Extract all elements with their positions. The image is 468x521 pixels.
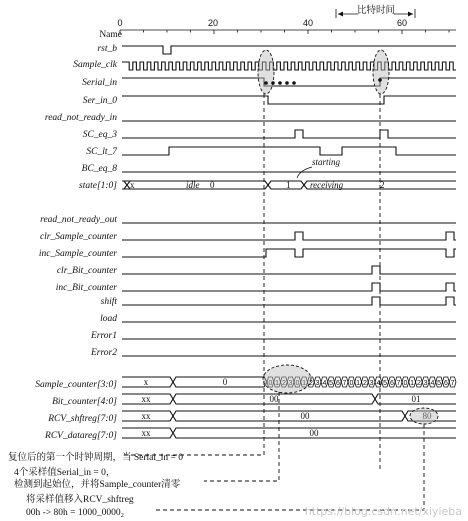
time-axis-ticks (120, 30, 449, 34)
sample-counter-count: 3 (288, 380, 293, 387)
waveform-rst-b (122, 46, 456, 54)
bit-time-label: 比特时间 (356, 6, 396, 16)
bit-counter-bus (122, 394, 456, 404)
sample-counter-count: 1 (302, 380, 307, 387)
watermark: https://blog.csdn.net/xiyieba (304, 505, 462, 518)
rcv-datareg-bus (122, 428, 456, 438)
waveform-serial-in (122, 78, 456, 86)
signal-label-load: load (100, 314, 117, 324)
highlight-data-sample (373, 50, 389, 94)
sample-counter-count: 1 (356, 380, 361, 387)
rcv-datareg-value-00: 00 (309, 428, 319, 438)
signal-label-sc-eq-3: SC_eq_3 (82, 130, 117, 140)
sample-counter-value-0: 0 (222, 377, 228, 387)
waveform-clr-bit-counter (122, 266, 456, 274)
sample-counter-count: 2 (308, 380, 313, 387)
sample-counter-count: 6 (389, 380, 394, 387)
waveform-inc-bit-counter (122, 283, 456, 291)
sample-counter-count: 4 (322, 380, 327, 387)
sample-counter-count: 5 (383, 380, 388, 387)
signal-label-sc-lt-7: SC_lt_7 (86, 147, 117, 157)
sample-counter-count: 1 (275, 380, 280, 387)
rcv-shftreg-value-00: 00 (300, 411, 310, 421)
signal-label-shift: shift (100, 297, 117, 307)
signal-label-serial-in: Serial_in (82, 78, 117, 88)
bit-counter-value-01: 01 (411, 394, 421, 404)
signal-label-sample-counter: Sample_counter[3:0] (35, 380, 117, 390)
sample-counter-count: 2 (416, 380, 421, 387)
signal-label-clr-sample-counter: clr_Sample_counter (39, 232, 117, 242)
sample-counter-value-x: x (143, 377, 149, 387)
signal-label-clr-bit-counter: clr_Bit_counter (56, 266, 117, 276)
state-value-2: 2 (380, 180, 385, 190)
signal-label-rcv-datareg: RCV_datareg[7:0] (45, 431, 117, 441)
signal-label-inc-sample-counter: inc_Sample_counter (38, 249, 117, 259)
highlight-start-bit (258, 50, 274, 94)
waveform-shift (122, 297, 456, 305)
highlight-shftreg-80 (410, 408, 438, 424)
sample-counter-count: 2 (362, 380, 367, 387)
bit-counter-value-xx: xx (141, 394, 151, 404)
state-value-x: x (130, 180, 135, 190)
sample-counter-count: 3 (315, 380, 320, 387)
bit-time-bracket (336, 3, 415, 18)
waveform-sc-lt-7 (122, 147, 456, 155)
guide-line-shftreg (153, 424, 424, 510)
sample-counter-count: 4 (376, 380, 381, 387)
signal-label-error1: Error1 (90, 331, 117, 341)
tick-label-60: 60 (396, 18, 408, 28)
sample-counter-count: 3 (423, 380, 428, 387)
sample-counter-count: 7 (450, 380, 455, 387)
sample-counter-count: 7 (342, 380, 347, 387)
rcv-shftreg-bus (122, 411, 456, 421)
signal-label-bc-eq-8: BC_eq_8 (81, 164, 117, 174)
signal-label-error2: Error2 (90, 348, 117, 358)
rcv-shftreg-value-xx: xx (141, 411, 151, 421)
annotation-shift-1: 将采样值移入RCV_shftreg (26, 495, 134, 505)
sample-counter-count: 3 (369, 380, 374, 387)
signal-label-ser-in-0: Ser_in_0 (82, 96, 117, 106)
waveform-clr-sample-counter (122, 232, 456, 240)
rcv-datareg-value-xx: xx (141, 428, 151, 438)
waveform-sc-eq-3 (122, 130, 456, 138)
signal-label-rst-b: rst_b (97, 44, 117, 54)
sample-counter-count: 6 (335, 380, 340, 387)
sample-counter-count: 1 (410, 380, 415, 387)
waveform-ser-in-0 (122, 96, 456, 104)
highlight-sample-counter (263, 365, 311, 393)
sample-counter-count: 6 (443, 380, 448, 387)
sample-counter-count: 0 (349, 380, 354, 387)
signal-label-read-not-ready-out: read_not_ready_out (40, 215, 117, 225)
state-value-idle: idle (186, 180, 200, 190)
waveform-sample-clk (122, 62, 456, 70)
sample-counter-count: 0 (268, 380, 273, 387)
signal-label-rcv-shftreg: RCV_shftreg[7:0] (48, 414, 117, 424)
sample-counter-count: 0 (295, 380, 300, 387)
signal-label-read-not-ready-in: read_not_ready_in (44, 113, 117, 123)
sample-counter-count: 5 (437, 380, 442, 387)
tick-label-0: 0 (117, 18, 123, 28)
state-value-receiving: receiving (310, 180, 344, 190)
signal-label-inc-bit-counter: inc_Bit_counter (55, 283, 117, 293)
state-value-1: 1 (286, 180, 291, 190)
annotation-start-bit-2: 检测到起始位，并将Sample_counter清零 (14, 480, 181, 490)
annotation-shift-2: 00h -> 80h = 1000_0000₂ (26, 508, 124, 518)
state-bus (122, 157, 456, 190)
sample-counter-count: 2 (281, 380, 286, 387)
tick-label-40: 40 (302, 18, 314, 28)
sample-counter-count: 7 (396, 380, 401, 387)
signal-label-sample-clk: Sample_clk (73, 60, 117, 70)
annotation-start-bit-1: 4个采样值Serial_in = 0， (14, 468, 116, 478)
signal-label-bit-counter: Bit_counter[4:0] (52, 397, 117, 407)
sample-counter-count: 5 (329, 380, 334, 387)
sample-counter-count: 4 (430, 380, 435, 387)
serial-in-sample-dots (264, 78, 382, 85)
waveform-inc-sample-counter (122, 249, 456, 257)
guide-line-start-detect (204, 392, 279, 481)
sample-counter-count: 0 (403, 380, 408, 387)
state-annotation-starting: starting (312, 157, 341, 167)
state-value-idle-code: 0 (210, 180, 215, 190)
tick-label-20: 20 (207, 18, 219, 28)
signal-label-state: state[1:0] (79, 181, 117, 191)
annotation-first-clock: 复位后的第一个时钟周期，当 Serial_in = 0 (8, 453, 184, 463)
bit-counter-value-00: 00 (269, 394, 279, 404)
rcv-shftreg-value-80: 80 (422, 411, 432, 421)
name-column-header: Name (99, 30, 122, 40)
